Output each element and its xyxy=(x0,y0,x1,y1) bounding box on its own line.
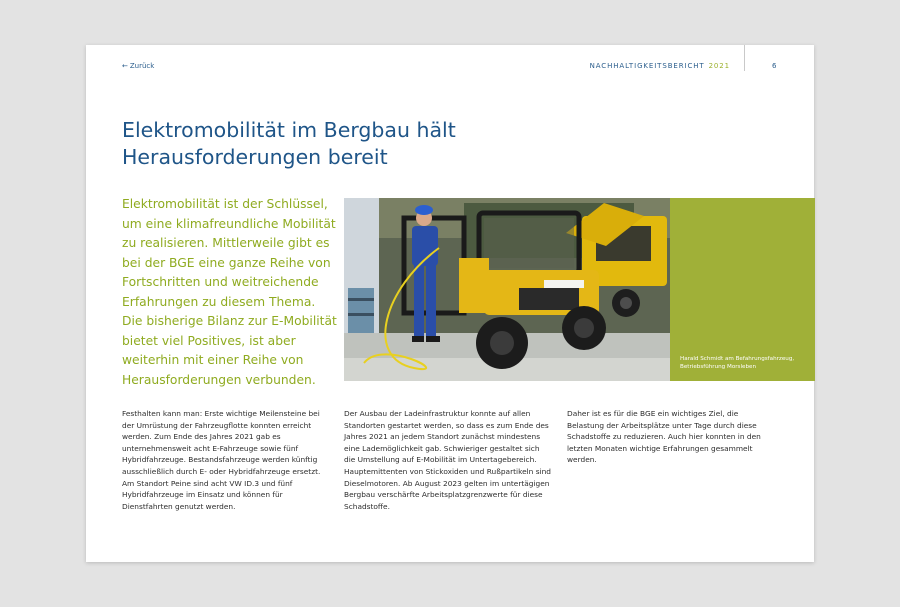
body-column-2: Der Ausbau der Ladeinfrastruktur konnte auf allen Standorten gestartet werden, so dass es zum Ende des Jahres 2021 an jedem Standort zunächst mindestens eine Lademöglichkeit gab. Schwieriger gestaltet sich die Umstellung auf E-Mobilität im Untertagebereich. Hauptemittenten von Stickoxiden und Rußpartikeln sind Dieselmotoren. Ab August 2023 gelten im untertägigen Bergbau verschärfte Arbeitsplatzgrenzwerte für diese Schadstoffe. xyxy=(344,409,551,511)
back-link-label: Zurück xyxy=(129,62,155,70)
body-column-3: Daher ist es für die BGE ein wichtiges Ziel, die Belastung der Arbeitsplätze unter Tage durch diese Schadstoffe zu reduzieren. Auch hier konnten in den letzten Monaten wichtige Erfahrungen gesammelt werden. xyxy=(567,409,761,465)
report-page xyxy=(86,45,814,562)
report-name: NACHHALTIGKEITSBERICHT xyxy=(589,62,705,70)
lead-paragraph: Elektromobilität ist der Schlüssel, um eine klimafreundliche Mobilität zu realisieren. Mittlerweile gibt es bei der BGE eine ganze Reihe von Fortschritten und weitreichende Erfahrungen zu diesem Thema. Die bisherige Bilanz zur E-Mobilität bietet viel Positives, ist aber weiterhin mit einer Reihe von Herausforderungen verbunden. xyxy=(122,197,337,387)
page-number: 6 xyxy=(772,62,777,70)
caption-box xyxy=(670,198,815,381)
page-title xyxy=(122,117,542,171)
back-link[interactable] xyxy=(122,62,154,70)
photo-caption: Harald Schmidt am Befahrungsfahrzeug, Betriebsführung Morsleben xyxy=(680,356,795,370)
body-column-1: Festhalten kann man: Erste wichtige Meilensteine bei der Umrüstung der Fahrzeugflotte konnten erreicht werden. Zum Ende des Jahres 2021 gab es unternehmensweit acht E-Fahrzeuge sowie fünf Hybridfahrzeuge. Bestandsfahrzeuge werden künftig ausschließlich durch E- oder Hybridfahrzeuge ersetzt. Am Standort Peine sind acht VW ID.3 und fünf Hybridfahrzeuge im Einsatz und können für Dienstfahrten genutzt werden. xyxy=(122,409,321,511)
report-year: 2021 xyxy=(708,62,730,70)
header-divider xyxy=(744,45,745,71)
arrow-left-icon: ← xyxy=(122,62,128,70)
electric-vehicle-photo xyxy=(344,198,670,381)
page-title-line-2: Herausforderungen bereit xyxy=(122,145,388,169)
page-title-line-1: Elektromobilität im Bergbau hält xyxy=(122,118,456,142)
report-header xyxy=(590,62,730,70)
